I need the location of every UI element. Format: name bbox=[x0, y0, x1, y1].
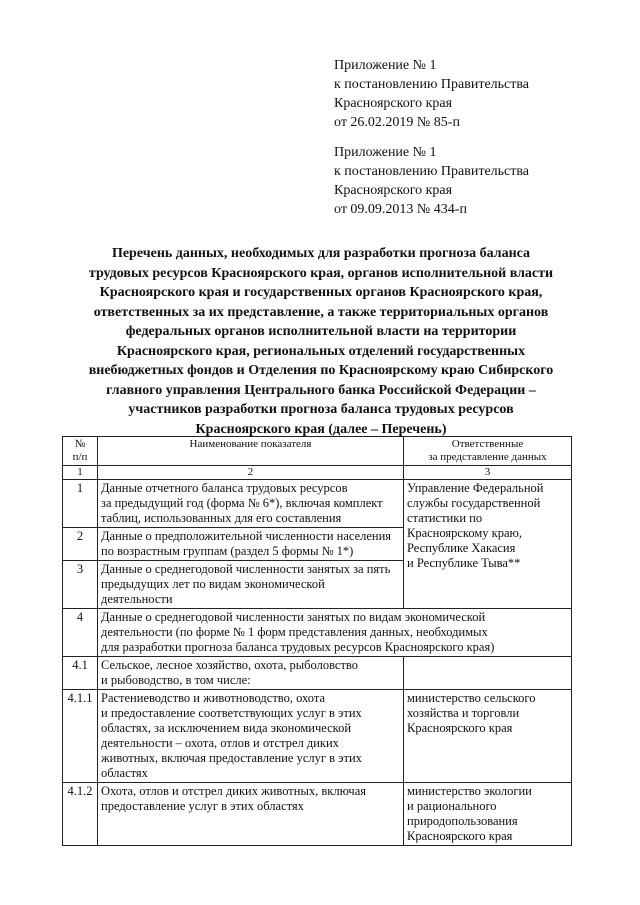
indicator-name: Сельское, лесное хозяйство, охота, рыболовство и рыбоводство, в том числе: bbox=[98, 657, 404, 690]
table-row bbox=[63, 480, 572, 528]
document-title bbox=[70, 244, 572, 439]
indicator-name: Данные о среднегодовой численности занятых за пять предыдущих лет по видам экономической деятельности bbox=[98, 561, 404, 609]
row-number: 4.1.2 bbox=[63, 783, 98, 846]
header-responsible: Ответственные за представление данных bbox=[404, 437, 572, 466]
row-number: 4.1.1 bbox=[63, 690, 98, 783]
column-number: 2 bbox=[98, 466, 404, 480]
header-indicator-name: Наименование показателя bbox=[98, 437, 404, 466]
title-line: участников разработки прогноза баланса трудовых ресурсов bbox=[128, 402, 514, 417]
annex-line: от 26.02.2019 № 85-п bbox=[334, 115, 460, 130]
table-row bbox=[63, 657, 572, 690]
table-header-row bbox=[63, 437, 572, 466]
annex-line: Красноярского края bbox=[334, 96, 453, 111]
row-number: 4.1 bbox=[63, 657, 98, 690]
header-num: № п/п bbox=[63, 437, 98, 466]
indicator-name: Растениеводство и животноводство, охота и предоставление соответствующих услуг в этих областях, за исключением вида экономической деятельности – охота, отлов и отстрел диких животных, включая предоставление услуг в этих областях bbox=[98, 690, 404, 783]
annex-current-reference bbox=[334, 56, 529, 132]
annex-original-reference bbox=[334, 143, 529, 219]
title-line: Красноярского края и государственных органов Красноярского края, bbox=[99, 285, 543, 300]
title-line: Красноярского края, региональных отделений государственных bbox=[116, 343, 526, 359]
indicator-name: Данные о среднегодовой численности занятых по видам экономической деятельности (по форме № 1 форм представления данных, необходимых для разработки прогноза баланса трудовых ресурсов Красноярского края) bbox=[98, 609, 572, 657]
title-line: ответственных за их представление, а также территориальных органов bbox=[93, 304, 549, 320]
row-number: 2 bbox=[63, 528, 98, 561]
table-row bbox=[63, 783, 572, 846]
responsible-agency: министерство сельского хозяйства и торговли Красноярского края bbox=[404, 690, 572, 783]
table-row bbox=[63, 609, 572, 657]
column-number: 1 bbox=[63, 466, 98, 480]
indicator-name: Данные о предположительной численности населения по возрастным группам (раздел 5 формы № 1*) bbox=[98, 528, 404, 561]
row-number: 3 bbox=[63, 561, 98, 609]
title-line: внебюджетных фондов и Отделения по Красноярскому краю Сибирского bbox=[88, 363, 554, 378]
responsible-empty bbox=[404, 657, 572, 690]
column-number-row bbox=[63, 466, 572, 480]
annex-line: Приложение № 1 bbox=[334, 58, 437, 73]
annex-line: к постановлению Правительства bbox=[334, 77, 530, 92]
annex-line: от 09.09.2013 № 434-п bbox=[334, 202, 467, 217]
title-line: федеральных органов исполнительной власти на территории bbox=[125, 324, 517, 339]
annex-line: к постановлению Правительства bbox=[334, 164, 530, 179]
row-number: 4 bbox=[63, 609, 98, 657]
title-line: Красноярского края (далее – Перечень) bbox=[195, 421, 447, 437]
column-number: 3 bbox=[404, 466, 572, 480]
row-number: 1 bbox=[63, 480, 98, 528]
data-list-table bbox=[62, 436, 572, 846]
responsible-agency: министерство экологии и рационального природопользования Красноярского края bbox=[404, 783, 572, 846]
table-row bbox=[63, 690, 572, 783]
responsible-rosstat: Управление Федеральной службы государственной статистики по Красноярскому краю, Республике Хакасия и Республике Тыва** bbox=[404, 480, 572, 609]
annex-line: Приложение № 1 bbox=[334, 145, 437, 160]
title-line: Перечень данных, необходимых для разработки прогноза баланса bbox=[111, 246, 531, 261]
title-line: трудовых ресурсов Красноярского края, органов исполнительной власти bbox=[88, 265, 554, 281]
title-line: главного управления Центрального банка Российской Федерации – bbox=[106, 382, 536, 398]
annex-line: Красноярского края bbox=[334, 183, 453, 198]
indicator-name: Данные отчетного баланса трудовых ресурсов за предыдущий год (форма № 6*), включая комплект таблиц, использованных для его составления bbox=[98, 480, 404, 528]
indicator-name: Охота, отлов и отстрел диких животных, включая предоставление услуг в этих областях bbox=[98, 783, 404, 846]
